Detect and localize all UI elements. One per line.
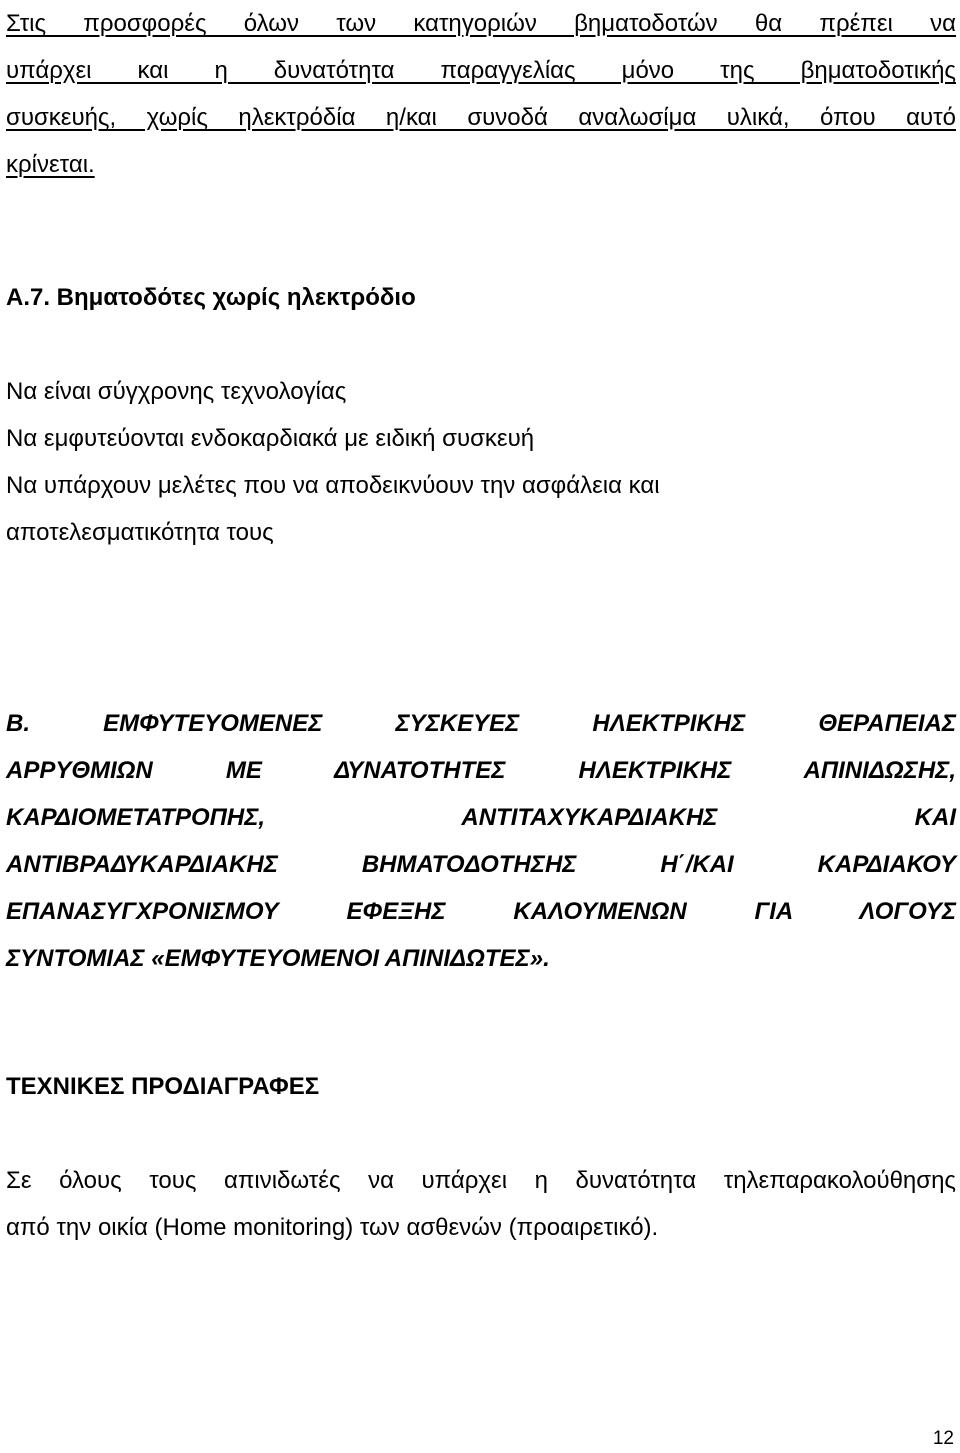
- requirement-item: Να είναι σύγχρονης τεχνολογίας: [6, 378, 347, 405]
- technical-line: Σε όλους τους απινιδωτές να υπάρχει η δυνατότητα τηλεπαρακολούθησης: [6, 1167, 956, 1194]
- section-b-heading-line: ΚΑΡΔΙΟΜΕΤΑΤΡΟΠΗΣ, ΑΝΤΙΤΑΧΥΚΑΡΔΙΑΚΗΣ ΚΑΙ: [6, 804, 956, 831]
- technical-specs-heading: ΤΕΧΝΙΚΕΣ ΠΡΟΔΙΑΓΡΑΦΕΣ: [6, 1073, 320, 1100]
- section-b-heading-line: ΕΠΑΝΑΣΥΓΧΡΟΝΙΣΜΟΥ ΕΦΕΞΗΣ ΚΑΛΟΥΜΕΝΩΝ ΓΙΑ ΛΟΓΟΥΣ: [6, 898, 956, 925]
- intro-line: Στις προσφορές όλων των κατηγοριών βηματοδοτών θα πρέπει να: [6, 10, 956, 37]
- requirement-item: Να υπάρχουν μελέτες που να αποδεικνύουν την ασφάλεια και: [6, 472, 660, 499]
- technical-specs-paragraph: [6, 1157, 956, 1251]
- section-b-heading: [6, 700, 956, 982]
- intro-line: κρίνεται.: [6, 151, 95, 178]
- requirement-item: αποτελεσματικότητα τους: [6, 519, 274, 546]
- intro-line: υπάρχει και η δυνατότητα παραγγελίας μόνο της βηματοδοτικής: [6, 57, 956, 84]
- section-a7-requirements: [6, 368, 956, 556]
- section-b-heading-line: ΣΥΝΤΟΜΙΑΣ «ΕΜΦΥΤΕΥΟΜΕΝΟΙ ΑΠΙΝΙΔΩΤΕΣ».: [6, 945, 550, 972]
- intro-line: συσκευής, χωρίς ηλεκτρόδία η/και συνοδά αναλωσίμα υλικά, όπου αυτό: [6, 104, 956, 131]
- section-b-heading-line: Β. ΕΜΦΥΤΕΥΟΜΕΝΕΣ ΣΥΣΚΕΥΕΣ ΗΛΕΚΤΡΙΚΗΣ ΘΕΡΑΠΕΙΑΣ: [6, 710, 956, 737]
- technical-line: από την οικία (Home monitoring) των ασθενών (προαιρετικό).: [6, 1214, 659, 1241]
- section-b-heading-line: ΑΡΡΥΘΜΙΩΝ ΜΕ ΔΥΝΑΤΟΤΗΤΕΣ ΗΛΕΚΤΡΙΚΗΣ ΑΠΙΝΙΔΩΣΗΣ,: [6, 757, 956, 784]
- requirement-item: Να εμφυτεύονται ενδοκαρδιακά με ειδική συσκευή: [6, 425, 535, 452]
- section-b-heading-line: ΑΝΤΙΒΡΑΔΥΚΑΡΔΙΑΚΗΣ ΒΗΜΑΤΟΔΟΤΗΣΗΣ Η΄/ΚΑΙ ΚΑΡΔΙΑΚΟΥ: [6, 851, 956, 878]
- intro-paragraph: [6, 0, 956, 188]
- section-a7-heading: Α.7. Βηματοδότες χωρίς ηλεκτρόδιο: [6, 284, 416, 311]
- page-number: 12: [932, 1428, 954, 1449]
